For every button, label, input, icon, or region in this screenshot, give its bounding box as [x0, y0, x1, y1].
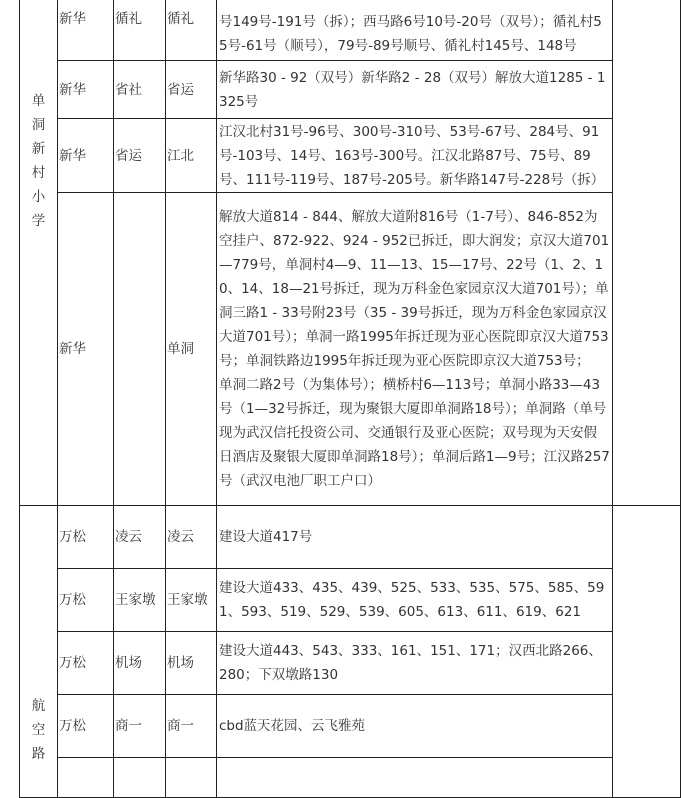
area-cell — [114, 193, 166, 506]
station-cell: 单洞 — [166, 193, 217, 506]
community-cell: 新华 — [58, 193, 114, 506]
table-row — [20, 0, 681, 61]
table-row — [20, 506, 681, 569]
community-cell: 新华 — [58, 61, 114, 119]
address-cell: 建设大道443、543、333、161、151、171；汉西北路266、280；下双墩路130 — [217, 632, 613, 695]
table-row — [20, 119, 681, 193]
address-paragraph: 解放大道814 - 844、解放大道附816号（1-7号）、846-852为空挂户、872-922、924 - 952已拆迁，即大润发；京汉大道701—779号，单洞村4—9、11—13、15—17号、22号（1、2、10、14、18—21号拆迁，现为万科金色家园京汉大道701号）；单洞三路1 - 33号附23号（35 - 39号拆迁，现为万科金色家园京汉大道701号）；单洞一路1995年拆迁现为亚心医院即京汉大道753号；单洞铁路边1995年拆迁现为亚心医院即京汉大道753号； — [219, 209, 610, 369]
community-cell: 万松 — [58, 506, 114, 569]
address-cell: 建设大道433、435、439、525、533、535、575、585、591、593、519、529、539、605、613、611、619、621 — [217, 569, 613, 632]
address-cell: 新华路30 - 92（双号）新华路2 - 28（双号）解放大道1285 - 1325号 — [217, 61, 613, 119]
station-cell: 省运 — [166, 61, 217, 119]
table-row — [20, 193, 681, 506]
community-cell: 新华 — [58, 119, 114, 193]
area-cell: 王家墩 — [114, 569, 166, 632]
address-cell: 号149号-191号（拆）；西马路6号10号-20号（双号）；循礼村55号-61号（顺号），79号-89号顺号、循礼村145号、148号 — [217, 0, 613, 61]
table-row — [20, 758, 681, 798]
area-cell: 省运 — [114, 119, 166, 193]
address-cell: 江汉北村31号-96号、300号-310号、53号-67号、284号、91号-103号、14号、163号-300号。江汉北路87号、75号、89号、111号-119号、187号-205号。新华路147号-228号（拆） — [217, 119, 613, 193]
area-cell: 商一 — [114, 695, 166, 758]
area-cell: 凌云 — [114, 506, 166, 569]
community-cell: 万松 — [58, 632, 114, 695]
table-row — [20, 632, 681, 695]
station-cell: 机场 — [166, 632, 217, 695]
school-name: 航空路 — [31, 698, 46, 762]
station-cell: 商一 — [166, 695, 217, 758]
community-cell: 万松 — [58, 569, 114, 632]
address-paragraph: 单洞二路2号（为集体号）；横桥村6—113号；单洞小路33—43号（1—32号拆迁，现为聚银大厦即单洞路18号）；单洞路（单号现为武汉信托投资公司、交通银行及亚心医院；双号现为天安假日酒店及聚银大厦即单洞路18号）；单洞后路1—9号；江汉路257号（武汉电池厂职工户口） — [219, 377, 610, 489]
area-cell: 机场 — [114, 632, 166, 695]
area-cell: 省社 — [114, 61, 166, 119]
community-cell: 万松 — [58, 695, 114, 758]
address-cell — [217, 193, 613, 506]
address-cell: cbd蓝天花园、云飞雅苑 — [217, 695, 613, 758]
area-cell: 循礼 — [114, 0, 166, 61]
address-cell: 建设大道417号 — [217, 506, 613, 569]
note-cell — [613, 0, 681, 506]
note-cell — [613, 506, 681, 798]
table-row — [20, 61, 681, 119]
school-name-cell — [20, 506, 58, 798]
station-cell: 凌云 — [166, 506, 217, 569]
station-cell: 江北 — [166, 119, 217, 193]
school-district-table — [19, 0, 681, 798]
school-name: 单洞新村小学 — [31, 93, 46, 229]
station-cell: 循礼 — [166, 0, 217, 61]
school-name-cell — [20, 0, 58, 506]
station-cell: 王家墩 — [166, 569, 217, 632]
community-cell: 新华 — [58, 0, 114, 61]
table-row — [20, 569, 681, 632]
table-row — [20, 695, 681, 758]
